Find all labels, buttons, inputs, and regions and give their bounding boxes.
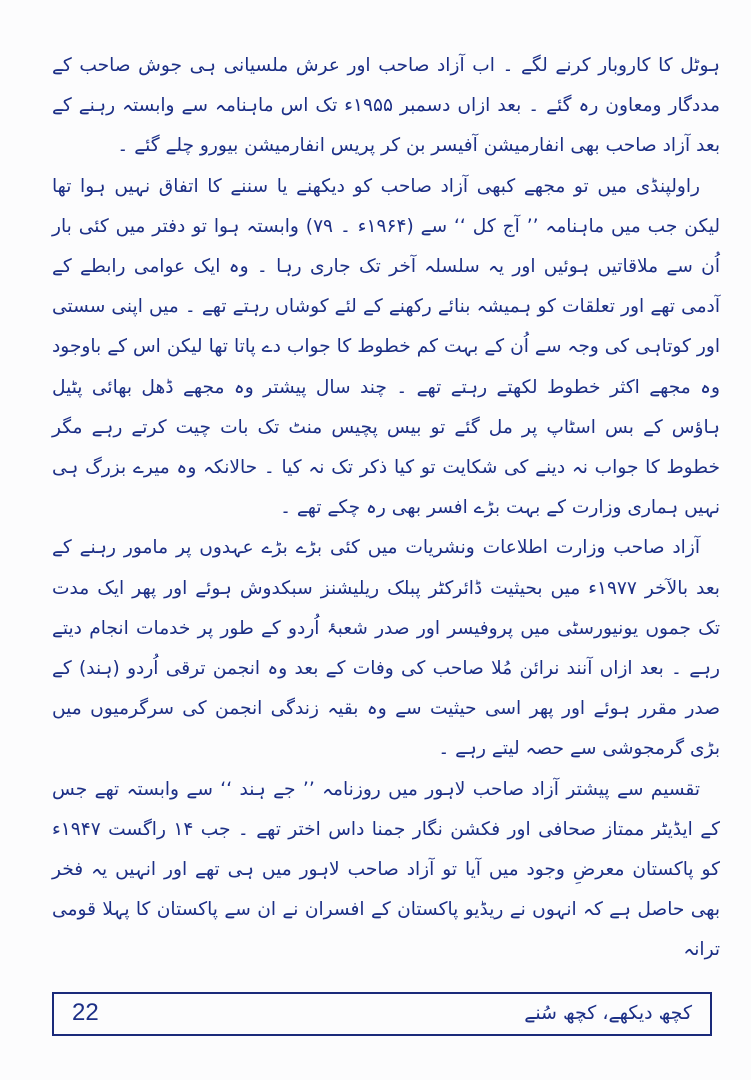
paragraph-4: تقسیم سے پیشتر آزاد صاحب لاہور میں روزنامہ ’’ جے ہند ‘‘ سے وابستہ تھے جس کے ایڈیٹر ممتاز صحافی اور فکشن نگار جمنا داس اختر تھے ۔ جب ۱۴ راگست ۱۹۴۷ء کو پاکستان معرضِ وجود میں آیا تو آزاد صاحب لاہور میں ہی تھے اور انہیں یہ فخر بھی حاصل ہے کہ انہوں نے ریڈیو پاکستان کے افسران نے ان سے پاکستان کا پہلا قومی ترانہ	[52, 778, 720, 961]
page-footer	[52, 992, 712, 1036]
paragraph-1: ہوٹل کا کاروبار کرنے لگے ۔ اب آزاد صاحب اور عرش ملسیانی ہی جوش صاحب کے مددگار ومعاون رہ گئے ۔ بعد ازاں دسمبر ۱۹۵۵ء تک اس ماہنامہ سے وابستہ رہنے کے بعد آزاد صاحب بھی انفارمیشن آفیسر بن کر پریس انفارمیشن بیورو چلے گئے ۔	[52, 55, 720, 157]
page-body-text	[52, 46, 720, 971]
page-number: 22	[72, 999, 99, 1026]
paragraph-2: راولپنڈی میں تو مجھے کبھی آزاد صاحب کو دیکھنے یا سننے کا اتفاق نہیں ہوا تھا لیکن جب میں ماہنامہ ’’ آج کل ‘‘ سے (۱۹۶۴ء ۔ ۷۹) وابستہ ہوا تو دفتر میں کئی بار اُن سے ملاقاتیں ہوئیں اور یہ سلسلہ آخر تک جاری رہا ۔ وہ ایک عوامی رابطے کے آدمی تھے اور تعلقات کو ہمیشہ بنائے رکھنے کے لئے کوشاں رہتے تھے ۔ میں اپنی سستی اور کوتاہی کی وجہ سے اُن کے بہت کم خطوط کا جواب دے پاتا تھا لیکن اس کے باوجود وہ مجھے اکثر خطوط لکھتے رہتے تھے ۔ چند سال پیشتر وہ مجھے ڈھل بھائی پٹیل ہاؤس کے بس اسٹاپ پر مل گئے تو بیس پچیس منٹ تک بات چیت کرتے رہے مگر خطوط کا جواب نہ دینے کی شکایت تو کیا ذکر تک نہ کیا ۔ حالانکہ وہ میرے بزرگ ہی نہیں ہماری وزارت کے بہت بڑے افسر بھی رہ چکے تھے ۔	[52, 175, 720, 519]
book-title: کچھ دیکھے، کچھ سُنے	[524, 1002, 692, 1024]
paragraph-3: آزاد صاحب وزارت اطلاعات ونشریات میں کئی بڑے بڑے عہدوں پر مامور رہنے کے بعد بالآخر ۱۹۷۷ء میں بحیثیت ڈائرکٹر پبلک ریلیشنز سبکدوش ہوئے اور پھر ایک مدت تک جموں یونیورسٹی میں پروفیسر اور صدر شعبۂ اُردو کے طور پر خدمات انجام دیتے رہے ۔ بعد ازاں آنند نرائن مُلا صاحب کی وفات کے بعد وہ انجمن ترقی اُردو (ہند) کے صدر مقرر ہوئے اور پھر اسی حیثیت سے وہ بقیہ زندگی انجمن کی سرگرمیوں میں بڑی گرمجوشی سے حصہ لیتے رہے ۔	[52, 537, 720, 760]
